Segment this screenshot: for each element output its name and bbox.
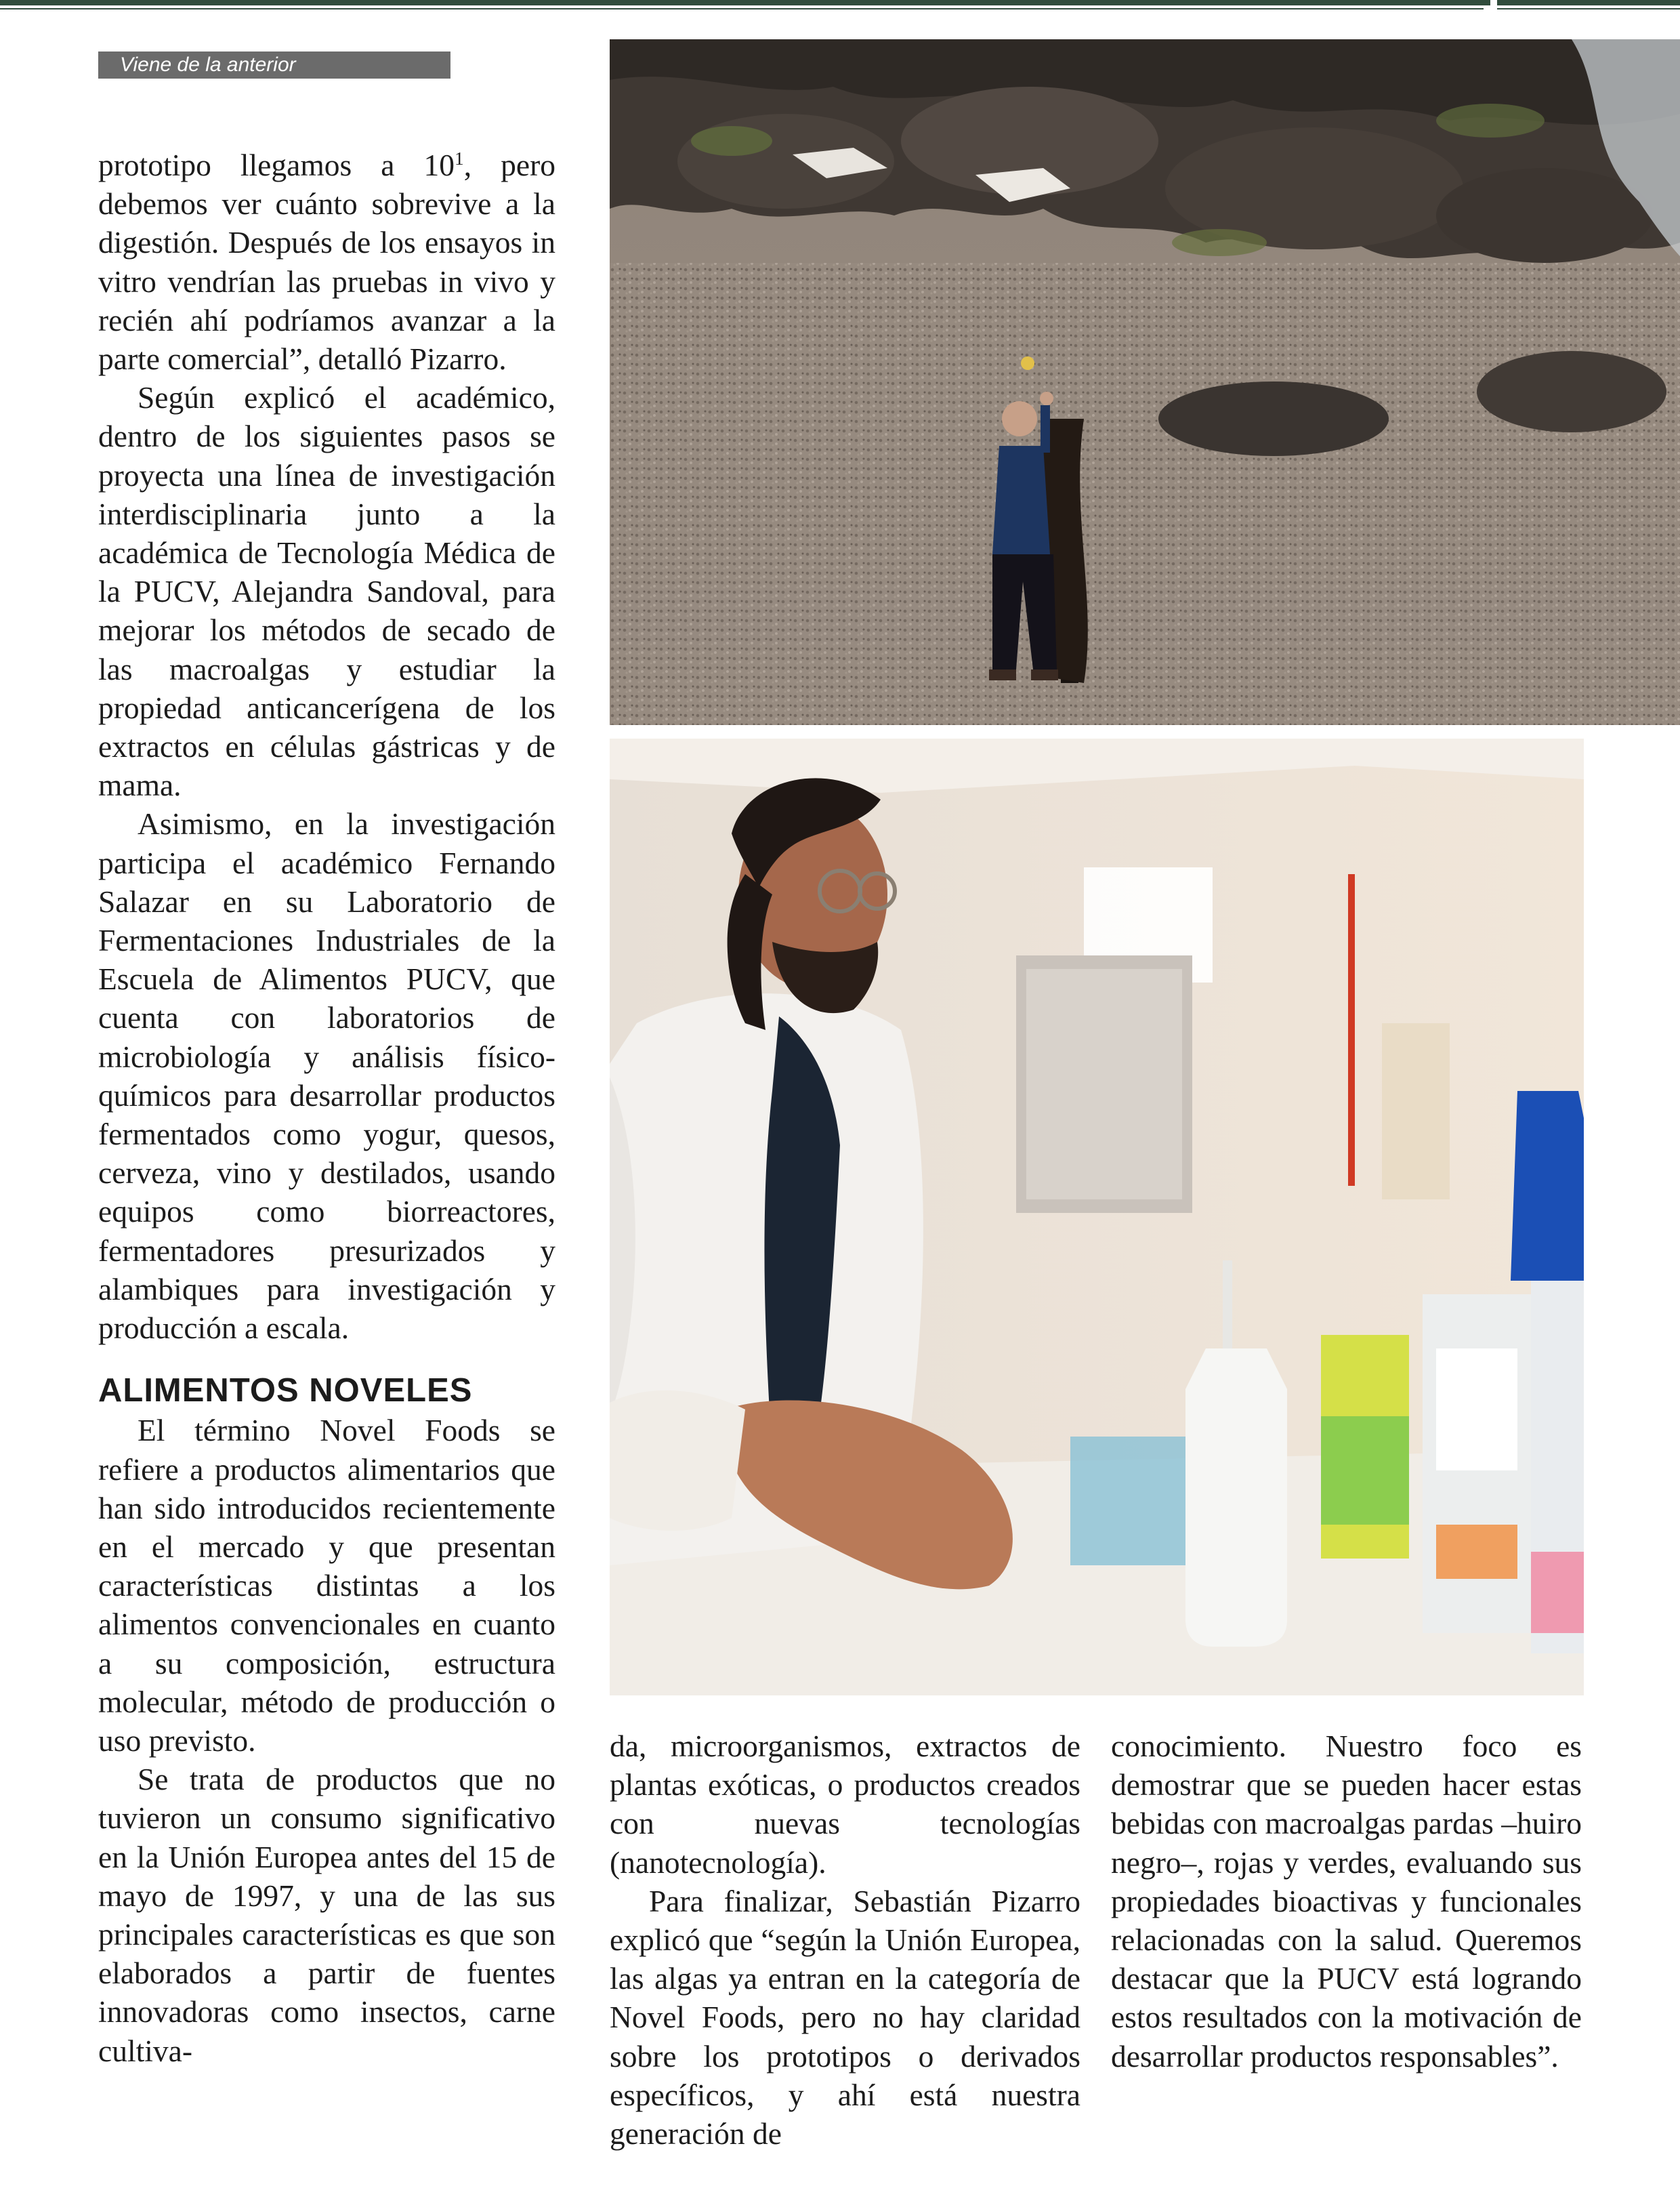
section-heading: ALIMENTOS NOVELES <box>98 1372 473 1409</box>
paragraph: Se trata de productos que no tuvieron un consumo significativo en la Unión Europea antes del 15 de mayo de 1997, y una de las sus principales características es que son elaborados a partir de fuentes innovadoras como insectos, carne cultiva- <box>98 1762 555 2068</box>
continued-from-previous-label: Viene de la anterior <box>98 51 450 79</box>
paragraph: Asimismo, en la investigación participa el académico Fernando Salazar en su Laboratorio de Fermentaciones Industriales de la Escuela de Alimentos PUCV, que cuenta con laboratorios de microbiología y análisis físico-químicos para desarrollar productos fermentados como yogur, quesos, cerveza, vino y destilados, usando equipos como biorreactores, fermentadores presurizados y alambiques para investigación y producción a escala. <box>98 806 555 1346</box>
top-rule <box>0 0 1490 5</box>
top-rule-thin <box>0 8 1484 9</box>
top-rule-thin-right <box>1497 8 1680 9</box>
paragraph: Según explicó el académico, dentro de los siguientes pasos se proyecta una línea de investigación interdisciplinaria junto a la académica de Tecnología Médica de la PUCV, Alejandra Sandoval, para mejorar los métodos de secado de las macroalgas y estudiar la propiedad anticancerígena de los extractos en células gástricas y de mama. <box>98 380 555 803</box>
paragraph: prototipo llegamos a $10^1$, pero debemos ver cuánto sobrevive a la digestión. Después de los ensayos in vitro vendrían las pruebas in vivo y recién ahí podríamos avanzar a la parte comercial”, detalló Pizarro. <box>98 148 555 377</box>
article-column-right <box>1111 1727 1582 2076</box>
paragraph: conocimiento. Nuestro foco es demostrar que se pueden hacer estas bebidas con macroalgas pardas –huiro negro–, rojas y verdes, evaluando sus propiedades bioactivas y funcionales relacionadas con la salud. Queremos destacar que la PUCV está logrando estos resultados con la motivación de desarrollar productos responsables”. <box>1111 1729 1582 2074</box>
article-column-left <box>98 146 555 2070</box>
top-rule-right <box>1497 0 1680 5</box>
paragraph: El término Novel Foods se refiere a productos alimentarios que han sido introducidos recientemente en el mercado y que presentan características distintas a los alimentos convencionales en cuanto a su composición, estructura molecular, método de producción o uso previsto. <box>98 1413 555 1758</box>
article-column-middle <box>610 1727 1080 2153</box>
paragraph: da, microorganismos, extractos de plantas exóticas, o productos creados con nuevas tecnologías (nanotecnología). <box>610 1729 1080 1880</box>
paragraph: Para finalizar, Sebastián Pizarro explicó que “según la Unión Europea, las algas ya entran en la categoría de Novel Foods, pero no hay claridad sobre los prototipos o derivados específicos, y ahí está nuestra generación de <box>610 1883 1080 2151</box>
photo-researcher-lab <box>610 739 1584 1695</box>
photo-beach-kelp <box>610 39 1680 725</box>
